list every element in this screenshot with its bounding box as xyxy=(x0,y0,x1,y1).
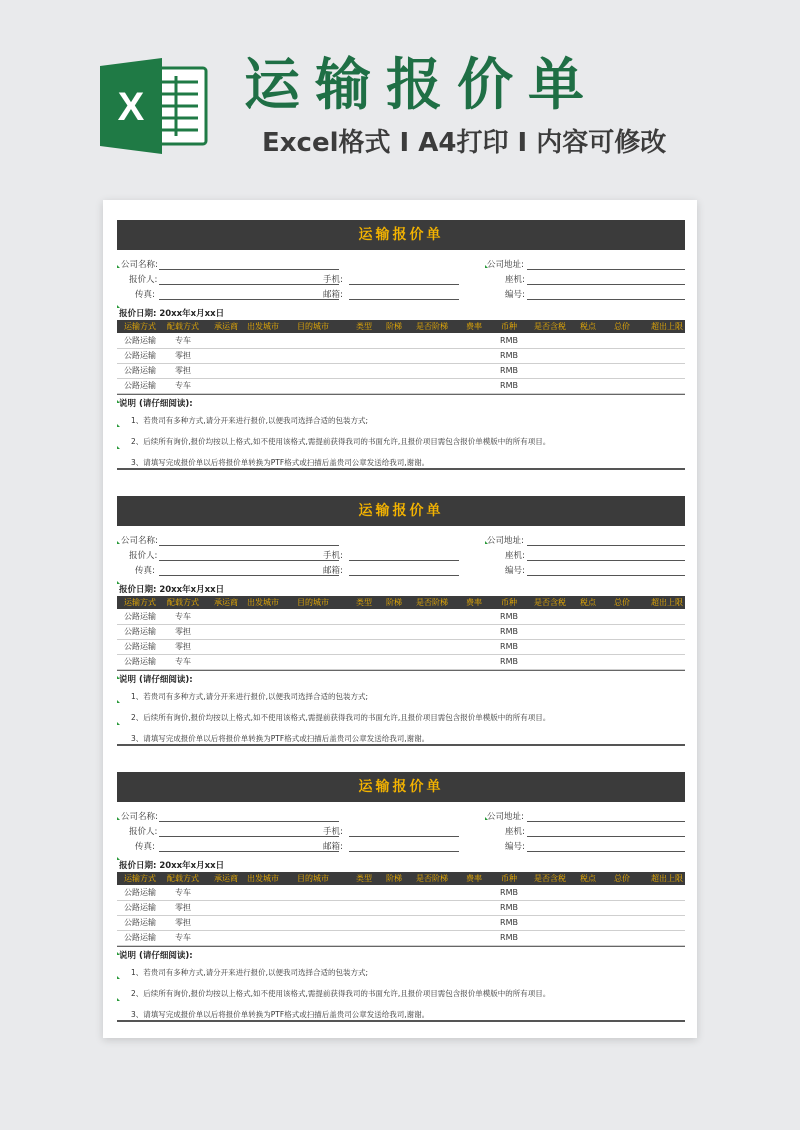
form-header: 运输报价单 xyxy=(117,496,685,526)
table-cell-mode: 公路运输 xyxy=(124,612,156,621)
table-cell-currency: RMB xyxy=(500,933,518,942)
table-cell-load: 零担 xyxy=(175,903,191,912)
table-cell-load: 专车 xyxy=(175,336,191,345)
column-header: 配载方式 xyxy=(167,874,199,883)
excel-logo-letter: X xyxy=(117,85,145,129)
column-header: 运输方式 xyxy=(124,598,156,607)
quoter-label: 报价人: xyxy=(129,827,158,837)
phone-label: 手机: xyxy=(323,275,343,285)
table-cell-mode: 公路运输 xyxy=(124,657,156,666)
note-item: 2、后续所有询价,报价均按以上格式,如不使用该格式,需提前获得我司的书面允许,且报价项目需包含报价单模版中的所有项目。 xyxy=(131,713,551,722)
excel-icon xyxy=(100,58,210,154)
column-header: 超出上限 xyxy=(651,598,683,607)
column-header: 费率 xyxy=(466,598,482,607)
postcode-field[interactable] xyxy=(527,851,685,852)
cell-comment-marker xyxy=(117,265,120,268)
column-header: 总价 xyxy=(614,598,630,607)
divider xyxy=(117,946,685,947)
phone-label: 手机: xyxy=(323,827,343,837)
column-header: 承运商 xyxy=(214,874,238,883)
column-header: 阶梯 xyxy=(386,598,402,607)
column-header: 配载方式 xyxy=(167,598,199,607)
email-field[interactable] xyxy=(349,299,459,300)
column-header: 出发城市 xyxy=(247,322,279,331)
table-row[interactable] xyxy=(117,379,685,394)
table-cell-load: 专车 xyxy=(175,381,191,390)
postcode-field[interactable] xyxy=(527,299,685,300)
email-label: 邮箱: xyxy=(323,290,343,300)
column-header: 类型 xyxy=(356,598,372,607)
table-row[interactable] xyxy=(117,334,685,349)
banner xyxy=(0,0,800,190)
notes-title: 说明 (请仔细阅读): xyxy=(119,675,193,685)
notes-title: 说明 (请仔细阅读): xyxy=(119,951,193,961)
company-address-label: 公司地址: xyxy=(487,536,524,546)
note-item: 3、请填写完成报价单以后将报价单转换为PTF格式或扫描后盖贵司公章发送给我司,谢谢。 xyxy=(131,1010,430,1019)
fax-field[interactable] xyxy=(159,851,339,852)
table-cell-currency: RMB xyxy=(500,612,518,621)
table-cell-load: 零担 xyxy=(175,918,191,927)
table-row[interactable] xyxy=(117,640,685,655)
company-address-field[interactable] xyxy=(527,269,685,270)
table-cell-mode: 公路运输 xyxy=(124,642,156,651)
table-cell-currency: RMB xyxy=(500,642,518,651)
email-field[interactable] xyxy=(349,851,459,852)
column-header: 阶梯 xyxy=(386,322,402,331)
table-cell-mode: 公路运输 xyxy=(124,903,156,912)
table-row[interactable] xyxy=(117,349,685,364)
notes-title: 说明 (请仔细阅读): xyxy=(119,399,193,409)
quote-form xyxy=(117,496,685,750)
table-cell-currency: RMB xyxy=(500,351,518,360)
postcode-label: 编号: xyxy=(505,566,525,576)
note-item: 3、请填写完成报价单以后将报价单转换为PTF格式或扫描后盖贵司公章发送给我司,谢谢。 xyxy=(131,458,430,467)
table-header xyxy=(117,596,685,609)
column-header: 是否阶梯 xyxy=(416,598,448,607)
column-header: 运输方式 xyxy=(124,874,156,883)
note-item: 1、若贵司有多种方式,请分开来进行报价,以便我司选择合适的包装方式; xyxy=(131,968,369,977)
table-cell-mode: 公路运输 xyxy=(124,336,156,345)
landline-label: 座机: xyxy=(505,827,525,837)
table-cell-currency: RMB xyxy=(500,657,518,666)
cell-comment-marker xyxy=(117,541,120,544)
table-cell-load: 专车 xyxy=(175,657,191,666)
column-header: 出发城市 xyxy=(247,598,279,607)
cell-comment-marker xyxy=(485,817,488,820)
company-name-field[interactable] xyxy=(159,821,339,822)
company-name-label: 公司名称: xyxy=(121,260,158,270)
table-row[interactable] xyxy=(117,931,685,946)
quoter-label: 报价人: xyxy=(129,551,158,561)
table-cell-mode: 公路运输 xyxy=(124,351,156,360)
fax-label: 传真: xyxy=(135,566,155,576)
table-row[interactable] xyxy=(117,886,685,901)
table-cell-mode: 公路运输 xyxy=(124,366,156,375)
table-cell-load: 专车 xyxy=(175,612,191,621)
cell-comment-marker xyxy=(485,541,488,544)
column-header: 币种 xyxy=(501,598,517,607)
cell-comment-marker xyxy=(117,446,120,449)
table-cell-currency: RMB xyxy=(500,627,518,636)
form-bottom-rule xyxy=(117,1020,685,1022)
postcode-field[interactable] xyxy=(527,575,685,576)
table-cell-currency: RMB xyxy=(500,366,518,375)
divider xyxy=(117,394,685,395)
table-row[interactable] xyxy=(117,610,685,625)
form-header: 运输报价单 xyxy=(117,220,685,250)
table-row[interactable] xyxy=(117,916,685,931)
email-label: 邮箱: xyxy=(323,842,343,852)
fax-field[interactable] xyxy=(159,299,339,300)
column-header: 承运商 xyxy=(214,322,238,331)
postcode-label: 编号: xyxy=(505,842,525,852)
column-header: 总价 xyxy=(614,874,630,883)
document-sheet xyxy=(103,200,697,1038)
landline-label: 座机: xyxy=(505,275,525,285)
company-address-label: 公司地址: xyxy=(487,260,524,270)
phone-field[interactable] xyxy=(349,284,459,285)
company-name-label: 公司名称: xyxy=(121,536,158,546)
table-cell-mode: 公路运输 xyxy=(124,933,156,942)
note-item: 1、若贵司有多种方式,请分开来进行报价,以便我司选择合适的包装方式; xyxy=(131,416,369,425)
company-address-field[interactable] xyxy=(527,545,685,546)
quote-date: 报价日期: 20xx年x月xx日 xyxy=(119,309,225,319)
table-cell-currency: RMB xyxy=(500,903,518,912)
column-header: 目的城市 xyxy=(297,874,329,883)
table-row[interactable] xyxy=(117,655,685,670)
divider xyxy=(117,670,685,671)
table-cell-mode: 公路运输 xyxy=(124,918,156,927)
column-header: 类型 xyxy=(356,322,372,331)
cell-comment-marker xyxy=(117,976,120,979)
table-cell-currency: RMB xyxy=(500,888,518,897)
landline-label: 座机: xyxy=(505,551,525,561)
table-cell-currency: RMB xyxy=(500,918,518,927)
table-cell-mode: 公路运输 xyxy=(124,381,156,390)
table-cell-currency: RMB xyxy=(500,336,518,345)
cell-comment-marker xyxy=(117,817,120,820)
quoter-label: 报价人: xyxy=(129,275,158,285)
form-header: 运输报价单 xyxy=(117,772,685,802)
company-name-field[interactable] xyxy=(159,269,339,270)
table-header xyxy=(117,320,685,333)
cell-comment-marker xyxy=(117,722,120,725)
column-header: 是否含税 xyxy=(534,874,566,883)
email-label: 邮箱: xyxy=(323,566,343,576)
form-bottom-rule xyxy=(117,468,685,470)
column-header: 费率 xyxy=(466,874,482,883)
landline-field[interactable] xyxy=(527,560,685,561)
cell-comment-marker xyxy=(485,265,488,268)
column-header: 总价 xyxy=(614,322,630,331)
email-field[interactable] xyxy=(349,575,459,576)
column-header: 币种 xyxy=(501,874,517,883)
table-cell-load: 零担 xyxy=(175,642,191,651)
quoter-field[interactable] xyxy=(159,284,339,285)
fax-field[interactable] xyxy=(159,575,339,576)
company-name-label: 公司名称: xyxy=(121,812,158,822)
column-header: 超出上限 xyxy=(651,322,683,331)
table-row[interactable] xyxy=(117,364,685,379)
column-header: 税点 xyxy=(580,322,596,331)
column-header: 费率 xyxy=(466,322,482,331)
fax-label: 传真: xyxy=(135,842,155,852)
column-header: 超出上限 xyxy=(651,874,683,883)
table-cell-mode: 公路运输 xyxy=(124,627,156,636)
column-header: 类型 xyxy=(356,874,372,883)
note-item: 2、后续所有询价,报价均按以上格式,如不使用该格式,需提前获得我司的书面允许,且报价项目需包含报价单模版中的所有项目。 xyxy=(131,437,551,446)
quote-form xyxy=(117,772,685,1026)
company-address-label: 公司地址: xyxy=(487,812,524,822)
column-header: 是否含税 xyxy=(534,598,566,607)
column-header: 目的城市 xyxy=(297,598,329,607)
cell-comment-marker xyxy=(117,998,120,1001)
table-header xyxy=(117,872,685,885)
cell-comment-marker xyxy=(117,700,120,703)
fax-label: 传真: xyxy=(135,290,155,300)
table-row[interactable] xyxy=(117,901,685,916)
table-cell-load: 专车 xyxy=(175,888,191,897)
phone-field[interactable] xyxy=(349,836,459,837)
column-header: 出发城市 xyxy=(247,874,279,883)
banner-title: 运输报价单 xyxy=(244,53,599,118)
column-header: 是否阶梯 xyxy=(416,874,448,883)
landline-field[interactable] xyxy=(527,284,685,285)
landline-field[interactable] xyxy=(527,836,685,837)
phone-label: 手机: xyxy=(323,551,343,561)
table-cell-load: 零担 xyxy=(175,366,191,375)
quoter-field[interactable] xyxy=(159,836,339,837)
column-header: 阶梯 xyxy=(386,874,402,883)
postcode-label: 编号: xyxy=(505,290,525,300)
table-row[interactable] xyxy=(117,625,685,640)
quote-form xyxy=(117,220,685,474)
note-item: 1、若贵司有多种方式,请分开来进行报价,以便我司选择合适的包装方式; xyxy=(131,692,369,701)
quote-date: 报价日期: 20xx年x月xx日 xyxy=(119,861,225,871)
column-header: 配载方式 xyxy=(167,322,199,331)
table-cell-load: 零担 xyxy=(175,351,191,360)
quote-date: 报价日期: 20xx年x月xx日 xyxy=(119,585,225,595)
note-item: 2、后续所有询价,报价均按以上格式,如不使用该格式,需提前获得我司的书面允许,且报价项目需包含报价单模版中的所有项目。 xyxy=(131,989,551,998)
column-header: 运输方式 xyxy=(124,322,156,331)
table-cell-load: 专车 xyxy=(175,933,191,942)
column-header: 税点 xyxy=(580,598,596,607)
column-header: 币种 xyxy=(501,322,517,331)
note-item: 3、请填写完成报价单以后将报价单转换为PTF格式或扫描后盖贵司公章发送给我司,谢谢。 xyxy=(131,734,430,743)
column-header: 目的城市 xyxy=(297,322,329,331)
column-header: 是否含税 xyxy=(534,322,566,331)
cell-comment-marker xyxy=(117,424,120,427)
form-bottom-rule xyxy=(117,744,685,746)
phone-field[interactable] xyxy=(349,560,459,561)
table-cell-load: 零担 xyxy=(175,627,191,636)
column-header: 是否阶梯 xyxy=(416,322,448,331)
table-cell-mode: 公路运输 xyxy=(124,888,156,897)
table-cell-currency: RMB xyxy=(500,381,518,390)
quoter-field[interactable] xyxy=(159,560,339,561)
banner-subtitle: Excel格式 I A4打印 I 内容可修改 xyxy=(262,128,667,158)
company-name-field[interactable] xyxy=(159,545,339,546)
column-header: 承运商 xyxy=(214,598,238,607)
column-header: 税点 xyxy=(580,874,596,883)
company-address-field[interactable] xyxy=(527,821,685,822)
